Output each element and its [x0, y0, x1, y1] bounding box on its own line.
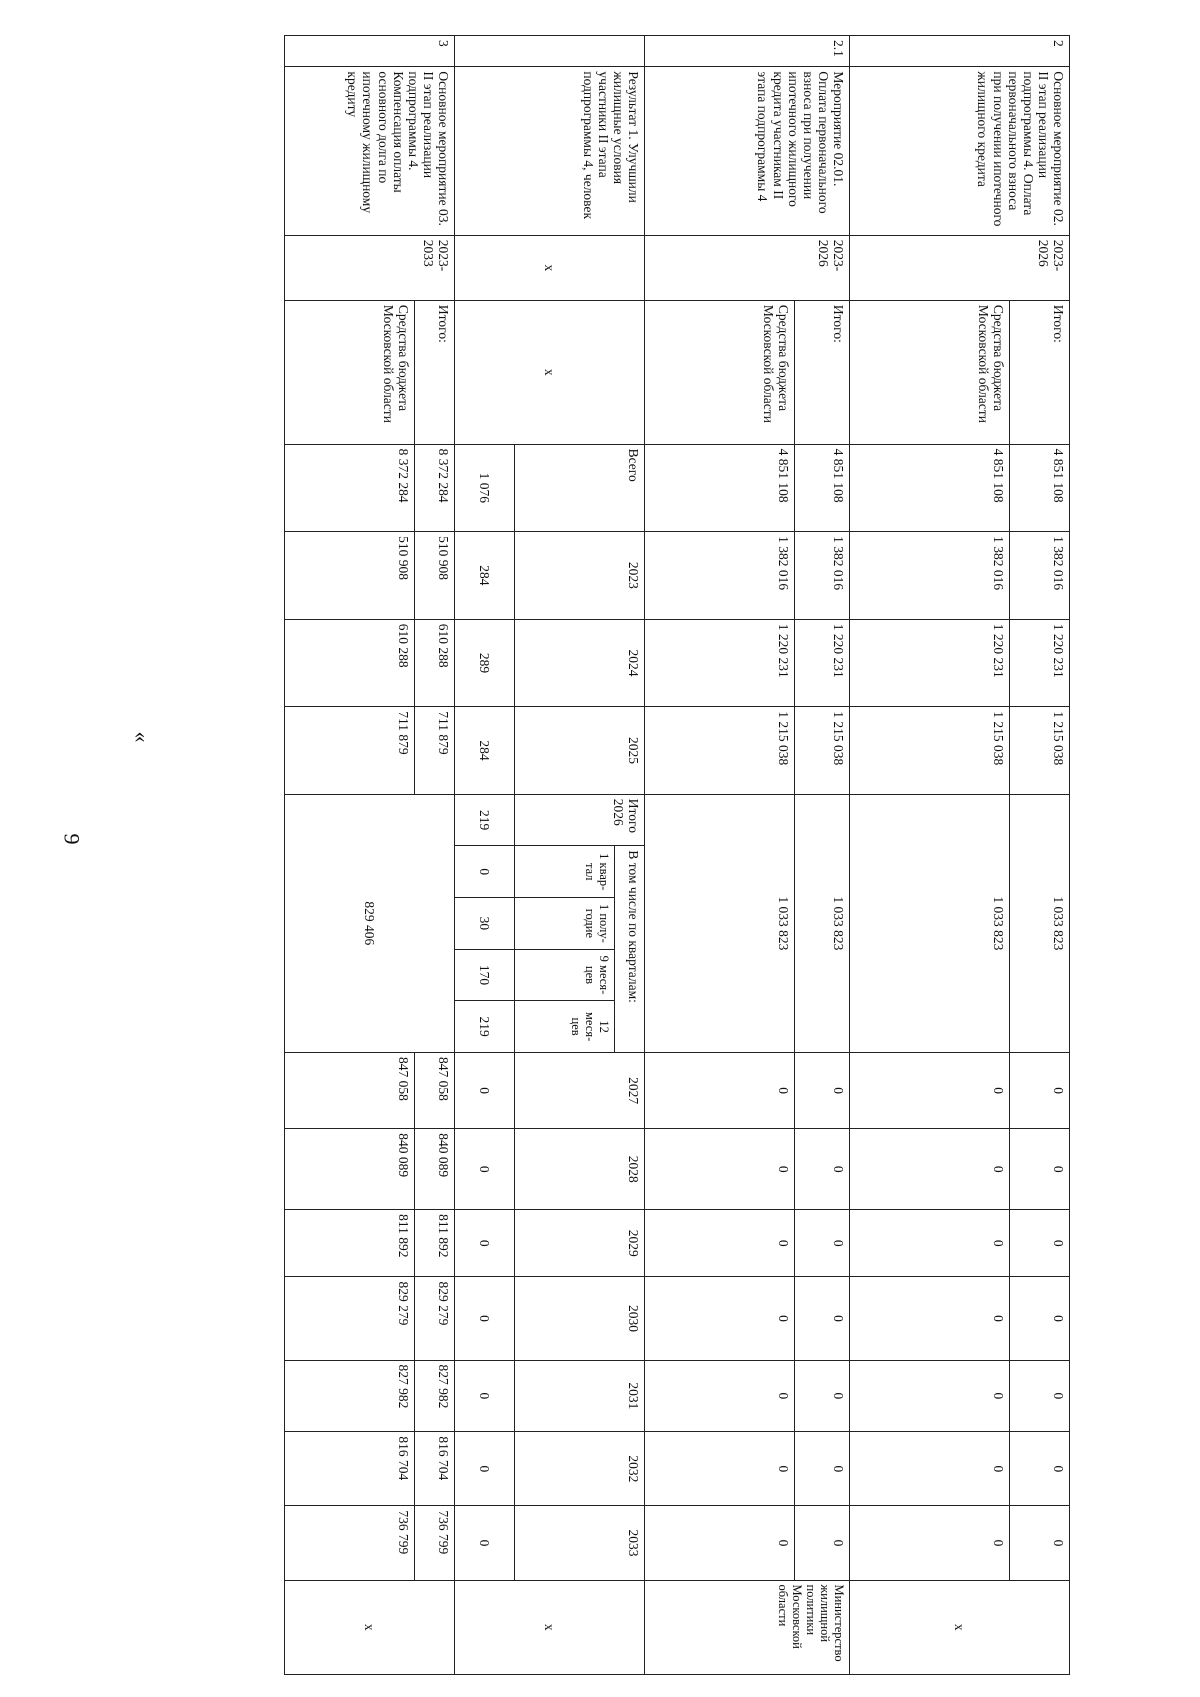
cell-value: 0 — [645, 1277, 795, 1360]
cell-value: 711 879 — [285, 707, 415, 795]
cell-value: 1 215 038 — [645, 707, 795, 795]
cell-value: 1 215 038 — [795, 707, 850, 795]
cell-value: 811 892 — [285, 1210, 415, 1277]
cell-value: 736 799 — [415, 1506, 455, 1580]
header-q1: 1 квар-тал — [515, 846, 615, 898]
cell-value: 1 382 016 — [850, 532, 1010, 620]
cell-value: 610 288 — [415, 619, 455, 707]
cell-value: 1 220 231 — [645, 619, 795, 707]
cell-value: 0 — [1010, 1432, 1070, 1506]
row-number: 2.1 — [645, 36, 850, 67]
header-year: 2032 — [515, 1432, 645, 1506]
source: х — [455, 300, 645, 444]
cell-value: 1 382 016 — [795, 532, 850, 620]
budget-table — [284, 35, 1070, 1675]
header-q3: 9 меся-цев — [515, 949, 615, 1001]
header-all: Всего — [515, 444, 645, 532]
source-total: Итого: — [1010, 300, 1070, 444]
cell-value: 0 — [645, 1052, 795, 1128]
cell-value: 170 — [455, 949, 515, 1001]
cell-value: 0 — [795, 1432, 850, 1506]
cell-value: 610 288 — [285, 619, 415, 707]
cell-value: 284 — [455, 707, 515, 795]
opening-quote: « — [129, 731, 155, 743]
cell-value: 284 — [455, 532, 515, 620]
responsible: х — [455, 1580, 645, 1675]
cell-value: 816 704 — [415, 1432, 455, 1506]
cell-value: 0 — [455, 1432, 515, 1506]
cell-value: 0 — [1010, 1210, 1070, 1277]
cell-value: 1 033 823 — [795, 794, 850, 1052]
cell-value: 847 058 — [285, 1052, 415, 1128]
header-year: 2028 — [515, 1129, 645, 1210]
rotated-table-wrapper — [170, 35, 1070, 1675]
header-year: 2031 — [515, 1360, 645, 1432]
header-year: 2024 — [515, 619, 645, 707]
cell-value: 0 — [1010, 1506, 1070, 1580]
cell-value: 847 058 — [415, 1052, 455, 1128]
cell-value: 840 089 — [415, 1129, 455, 1210]
header-year: 2030 — [515, 1277, 645, 1360]
cell-value: 0 — [795, 1277, 850, 1360]
cell-value: 219 — [455, 1001, 515, 1053]
cell-value: 0 — [455, 1506, 515, 1580]
header-q2: 1 полу-годие — [515, 898, 615, 950]
cell-value: 0 — [645, 1506, 795, 1580]
period: х — [455, 235, 645, 300]
cell-value: 827 982 — [285, 1360, 415, 1432]
cell-value: 1 215 038 — [1010, 707, 1070, 795]
cell-value: 1 220 231 — [795, 619, 850, 707]
cell-value: 1 220 231 — [1010, 619, 1070, 707]
cell-value: 0 — [795, 1052, 850, 1128]
cell-value: 1 033 823 — [645, 794, 795, 1052]
cell-value: 0 — [1010, 1360, 1070, 1432]
header-year: 2029 — [515, 1210, 645, 1277]
cell-value: 811 892 — [415, 1210, 455, 1277]
source-budget: Средства бюджета Московской области — [850, 300, 1010, 444]
cell-value: 736 799 — [285, 1506, 415, 1580]
empty-cell — [455, 36, 645, 67]
source-budget: Средства бюджета Московской области — [285, 300, 415, 444]
cell-value: 8 372 284 — [415, 444, 455, 532]
cell-value: 1 033 823 — [850, 794, 1010, 1052]
cell-value: 0 — [455, 1360, 515, 1432]
row-number: 2 — [850, 36, 1070, 67]
header-year: 2033 — [515, 1506, 645, 1580]
cell-value: 0 — [795, 1210, 850, 1277]
cell-value: 0 — [455, 846, 515, 898]
event-name: Мероприятие 02.01. Оплата первоначального взноса при получении ипотечного жилищного кредита участникам II этапа подпрограммы 4 — [645, 67, 850, 235]
row-number: 3 — [285, 36, 455, 67]
cell-value: 0 — [850, 1506, 1010, 1580]
cell-value: 0 — [455, 1210, 515, 1277]
cell-value: 0 — [795, 1360, 850, 1432]
cell-value: 711 879 — [415, 707, 455, 795]
cell-value: 827 982 — [415, 1360, 455, 1432]
cell-value: 4 851 108 — [645, 444, 795, 532]
header-quarters: В том числе по кварталам: — [615, 846, 645, 1053]
cell-value: 1 382 016 — [1010, 532, 1070, 620]
cell-value: 0 — [645, 1432, 795, 1506]
header-q4: 12 меся-цев — [515, 1001, 615, 1053]
table-row — [1010, 36, 1070, 1675]
cell-value: 219 — [455, 794, 515, 846]
header-year: 2027 — [515, 1052, 645, 1128]
table-row — [415, 36, 455, 1675]
cell-value: 30 — [455, 898, 515, 950]
cell-value: 0 — [850, 1432, 1010, 1506]
cell-value: 510 908 — [285, 532, 415, 620]
header-total-2026: Итого 2026 — [515, 794, 645, 846]
source-budget: Средства бюджета Московской области — [645, 300, 795, 444]
cell-value: 4 851 108 — [795, 444, 850, 532]
cell-value: 0 — [850, 1360, 1010, 1432]
cell-value: 1 215 038 — [850, 707, 1010, 795]
cell-value: 0 — [645, 1360, 795, 1432]
cell-value: 0 — [795, 1129, 850, 1210]
event-name: Основное мероприятие 02. II этап реализации подпрограммы 4. Оплата первоначального взноса при получении ипотечного жилищного кредита — [850, 67, 1070, 235]
cell-value: 0 — [795, 1506, 850, 1580]
cell-value: 0 — [850, 1052, 1010, 1128]
period: 2023-2026 — [850, 235, 1070, 300]
cell-value: 0 — [850, 1129, 1010, 1210]
cell-value: 840 089 — [285, 1129, 415, 1210]
cell-value: 4 851 108 — [1010, 444, 1070, 532]
responsible: х — [285, 1580, 455, 1675]
cell-value: 816 704 — [285, 1432, 415, 1506]
result-name: Результат 1. Улучшили жилищные условия участники II этапа подпрограммы 4, человек — [455, 67, 645, 235]
source-total: Итого: — [795, 300, 850, 444]
cell-value: 0 — [455, 1052, 515, 1128]
page-number: 9 — [59, 833, 85, 845]
source-total: Итого: — [415, 300, 455, 444]
cell-value: 829 279 — [415, 1277, 455, 1360]
cell-value: 0 — [850, 1277, 1010, 1360]
cell-value: 0 — [1010, 1277, 1070, 1360]
cell-value: 1 033 823 — [1010, 794, 1070, 1052]
cell-value: 1 076 — [455, 444, 515, 532]
cell-value: 1 220 231 — [850, 619, 1010, 707]
cell-value: 829 406 — [285, 794, 455, 1052]
header-year: 2023 — [515, 532, 645, 620]
responsible: Министерство жилищной политики Московской области — [645, 1580, 850, 1675]
responsible: х — [850, 1580, 1070, 1675]
cell-value: 0 — [455, 1277, 515, 1360]
cell-value: 510 908 — [415, 532, 455, 620]
header-year: 2025 — [515, 707, 645, 795]
period: 2023-2033 — [285, 235, 455, 300]
cell-value: 0 — [1010, 1129, 1070, 1210]
table-row — [615, 36, 645, 1675]
cell-value: 0 — [645, 1129, 795, 1210]
cell-value: 0 — [850, 1210, 1010, 1277]
cell-value: 0 — [455, 1129, 515, 1210]
cell-value: 8 372 284 — [285, 444, 415, 532]
event-name: Основное мероприятие 03. II этап реализации подпрограммы 4. Компенсация оплаты основного долга по ипотечному жилищному кредиту — [285, 67, 455, 235]
cell-value: 0 — [645, 1210, 795, 1277]
cell-value: 4 851 108 — [850, 444, 1010, 532]
table-row — [795, 36, 850, 1675]
cell-value: 289 — [455, 619, 515, 707]
cell-value: 1 382 016 — [645, 532, 795, 620]
period: 2023-2026 — [645, 235, 850, 300]
cell-value: 0 — [1010, 1052, 1070, 1128]
cell-value: 829 279 — [285, 1277, 415, 1360]
